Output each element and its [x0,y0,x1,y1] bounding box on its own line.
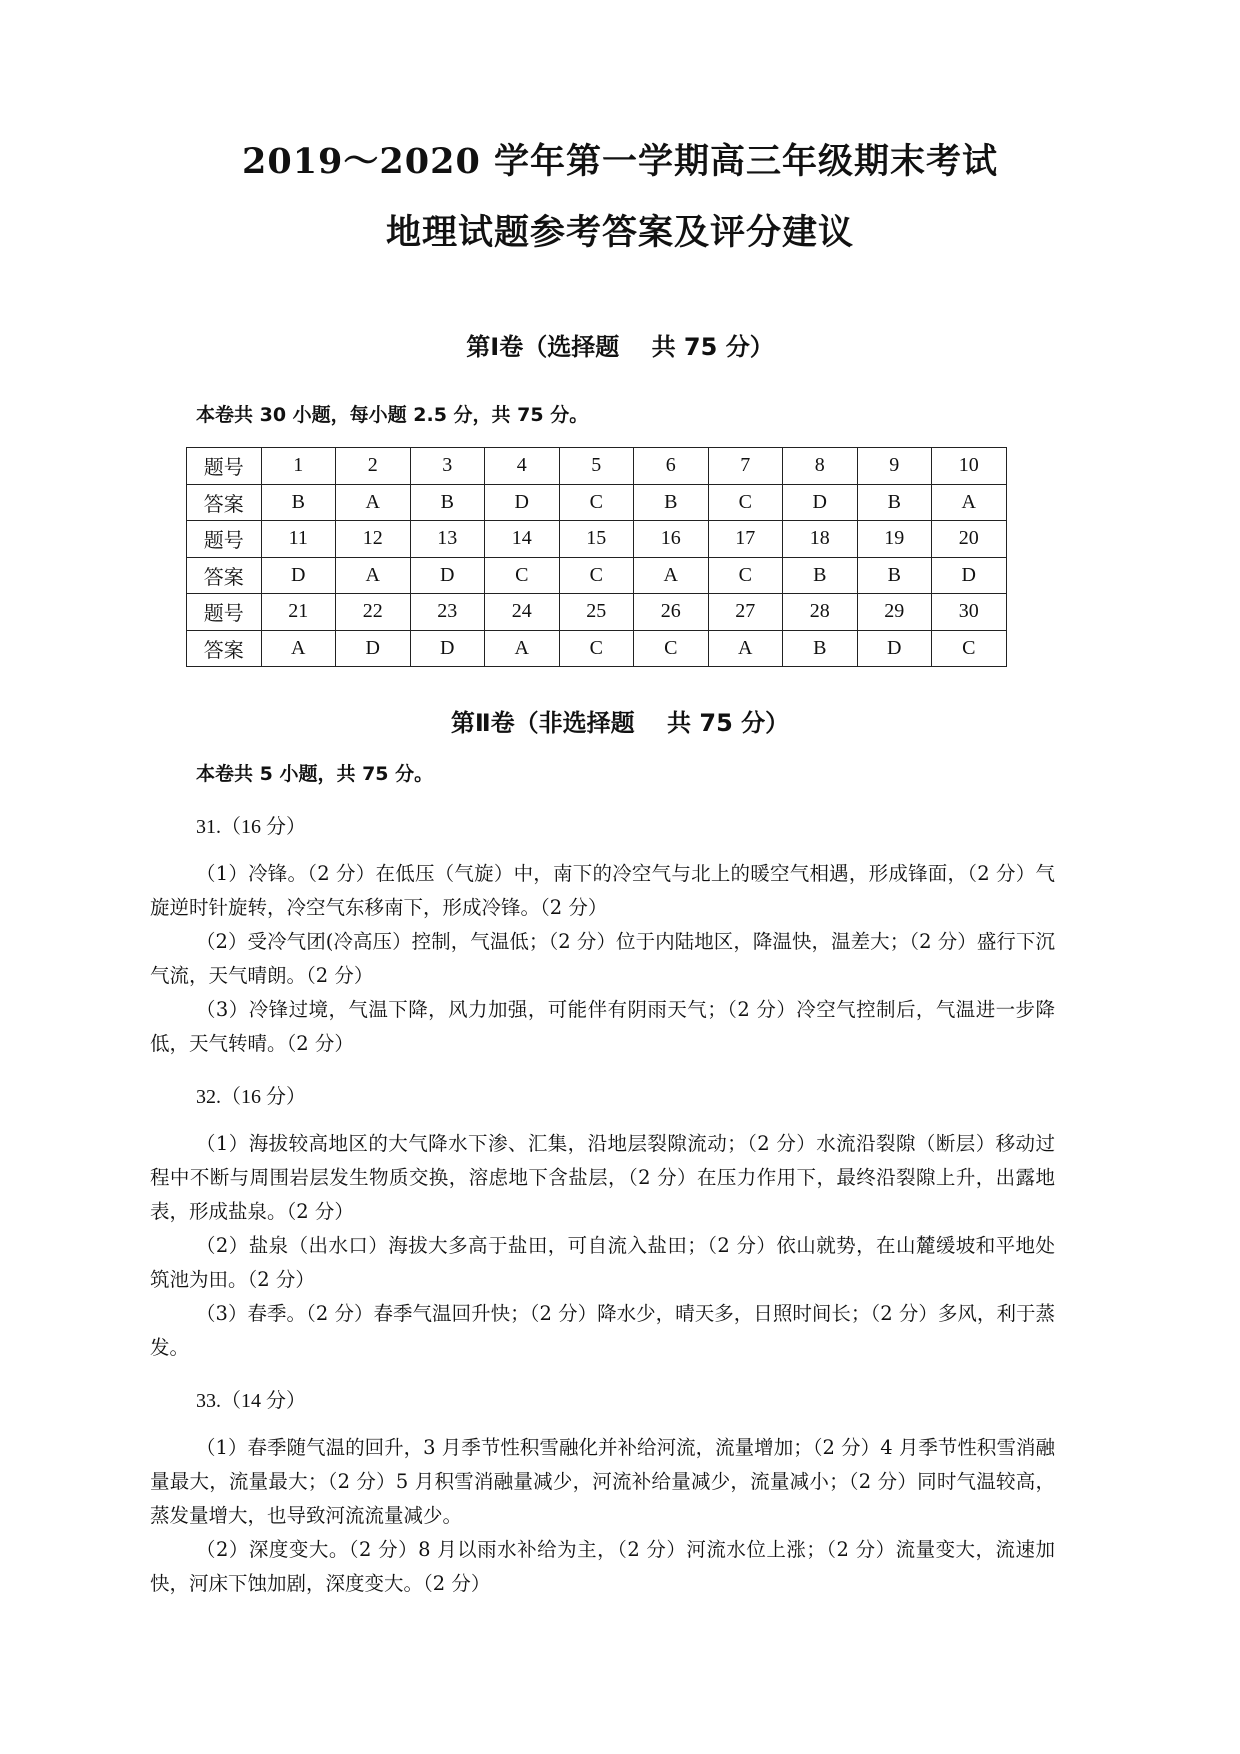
answer-cell: A [336,484,411,521]
answer-cell: D [336,630,411,667]
answer-cell: C [634,630,709,667]
question-number: 27 [708,594,783,631]
question-number: 20 [932,521,1007,558]
question-32-head: 32.（16 分） [196,1086,306,1108]
answer-paragraph: （1）春季随气温的回升，3 月季节性积雪融化并补给河流，流量增加；（2 分）4 月季节性积雪消融量最大，流量最大；（2 分）5 月积雪消融量减少，河流补给量减少，流量减小；（2 分）同时气温较高，蒸发量增大，也导致河流流量减少。 [150,1436,1055,1527]
row-label: 答案 [187,630,262,667]
question-number: 14 [485,521,560,558]
answer-paragraph: （3）春季。（2 分）春季气温回升快；（2 分）降水少，晴天多，日照时间长；（2 分）多风，利于蒸发。 [150,1302,1055,1359]
answer-cell: C [932,630,1007,667]
question-33-head: 33.（14 分） [196,1390,306,1412]
part1-intro: 本卷共 30 小题，每小题 2.5 分，共 75 分。 [196,404,589,426]
answer-cell: D [783,484,858,521]
question-number: 5 [559,448,634,485]
question-number: 26 [634,594,709,631]
question-number: 6 [634,448,709,485]
question-number: 3 [410,448,485,485]
table-row-answers [187,630,1007,667]
answer-cell: A [336,557,411,594]
answer-cell: B [410,484,485,521]
part2-heading: 第Ⅱ卷（非选择题 共 75 分） [450,709,790,737]
question-number: 28 [783,594,858,631]
answer-cell: B [783,557,858,594]
answer-paragraph: （3）冷锋过境，气温下降，风力加强，可能伴有阴雨天气；（2 分）冷空气控制后，气温进一步降低，天气转晴。（2 分） [150,998,1055,1055]
question-number: 8 [783,448,858,485]
answer-cell: D [932,557,1007,594]
table-row-numbers [187,448,1007,485]
part1-heading: 第Ⅰ卷（选择题 共 75 分） [466,333,774,361]
answer-paragraph: （1）海拔较高地区的大气降水下渗、汇集，沿地层裂隙流动；（2 分）水流沿裂隙（断层）移动过程中不断与周围岩层发生物质交换，溶虑地下含盐层，（2 分）在压力作用下，最终沿裂隙上升，出露地表，形成盐泉。（2 分） [150,1132,1055,1223]
row-label: 答案 [187,484,262,521]
answer-cell: D [410,557,485,594]
answer-cell: D [485,484,560,521]
answer-cell: A [634,557,709,594]
table-row-numbers [187,521,1007,558]
question-number: 1 [261,448,336,485]
question-number: 4 [485,448,560,485]
question-number: 30 [932,594,1007,631]
answer-cell: C [559,630,634,667]
answer-cell: D [261,557,336,594]
row-label: 题号 [187,594,262,631]
question-number: 19 [857,521,932,558]
question-number: 16 [634,521,709,558]
answer-paragraph: （1）冷锋。（2 分）在低压（气旋）中，南下的冷空气与北上的暖空气相遇，形成锋面，（2 分）气旋逆时针旋转，冷空气东移南下，形成冷锋。（2 分） [150,862,1055,919]
question-number: 24 [485,594,560,631]
question-number: 2 [336,448,411,485]
question-33-body [150,1431,1055,1601]
answer-cell: B [783,630,858,667]
question-number: 29 [857,594,932,631]
question-number: 15 [559,521,634,558]
question-number: 22 [336,594,411,631]
table-row-answers [187,557,1007,594]
answer-paragraph: （2）受冷气团(冷高压）控制，气温低；（2 分）位于内陆地区，降温快，温差大；（2 分）盛行下沉气流，天气晴朗。（2 分） [150,930,1055,987]
question-number: 21 [261,594,336,631]
answer-cell: A [708,630,783,667]
answer-cell: A [261,630,336,667]
answer-cell: C [708,484,783,521]
question-number: 25 [559,594,634,631]
answer-cell: B [634,484,709,521]
answer-cell: D [410,630,485,667]
answer-paragraph: （2）深度变大。（2 分）8 月以雨水补给为主，（2 分）河流水位上涨；（2 分）流量变大，流速加快，河床下蚀加剧，深度变大。（2 分） [150,1538,1055,1595]
question-number: 11 [261,521,336,558]
answer-cell: D [857,630,932,667]
answer-table [186,447,1007,667]
row-label: 题号 [187,521,262,558]
question-number: 12 [336,521,411,558]
answer-cell: B [857,484,932,521]
answer-cell: C [559,484,634,521]
table-row-numbers [187,594,1007,631]
answer-cell: A [932,484,1007,521]
document-subtitle: 地理试题参考答案及评分建议 [385,212,854,253]
question-number: 7 [708,448,783,485]
question-number: 9 [857,448,932,485]
answer-cell: B [857,557,932,594]
answer-cell: A [485,630,560,667]
answer-cell: C [559,557,634,594]
question-31-head: 31.（16 分） [196,816,306,838]
table-row-answers [187,484,1007,521]
question-number: 18 [783,521,858,558]
question-number: 23 [410,594,485,631]
row-label: 题号 [187,448,262,485]
question-number: 10 [932,448,1007,485]
answer-cell: C [485,557,560,594]
row-label: 答案 [187,557,262,594]
question-number: 17 [708,521,783,558]
question-number: 13 [410,521,485,558]
question-32-body [150,1127,1055,1365]
answer-cell: B [261,484,336,521]
part2-intro: 本卷共 5 小题，共 75 分。 [196,763,434,785]
answer-paragraph: （2）盐泉（出水口）海拔大多高于盐田，可自流入盐田；（2 分）依山就势，在山麓缓坡和平地处筑池为田。（2 分） [150,1234,1055,1291]
answer-cell: C [708,557,783,594]
document-title: 2019～2020 学年第一学期高三年级期末考试 [241,141,998,182]
question-31-body [150,857,1055,1061]
